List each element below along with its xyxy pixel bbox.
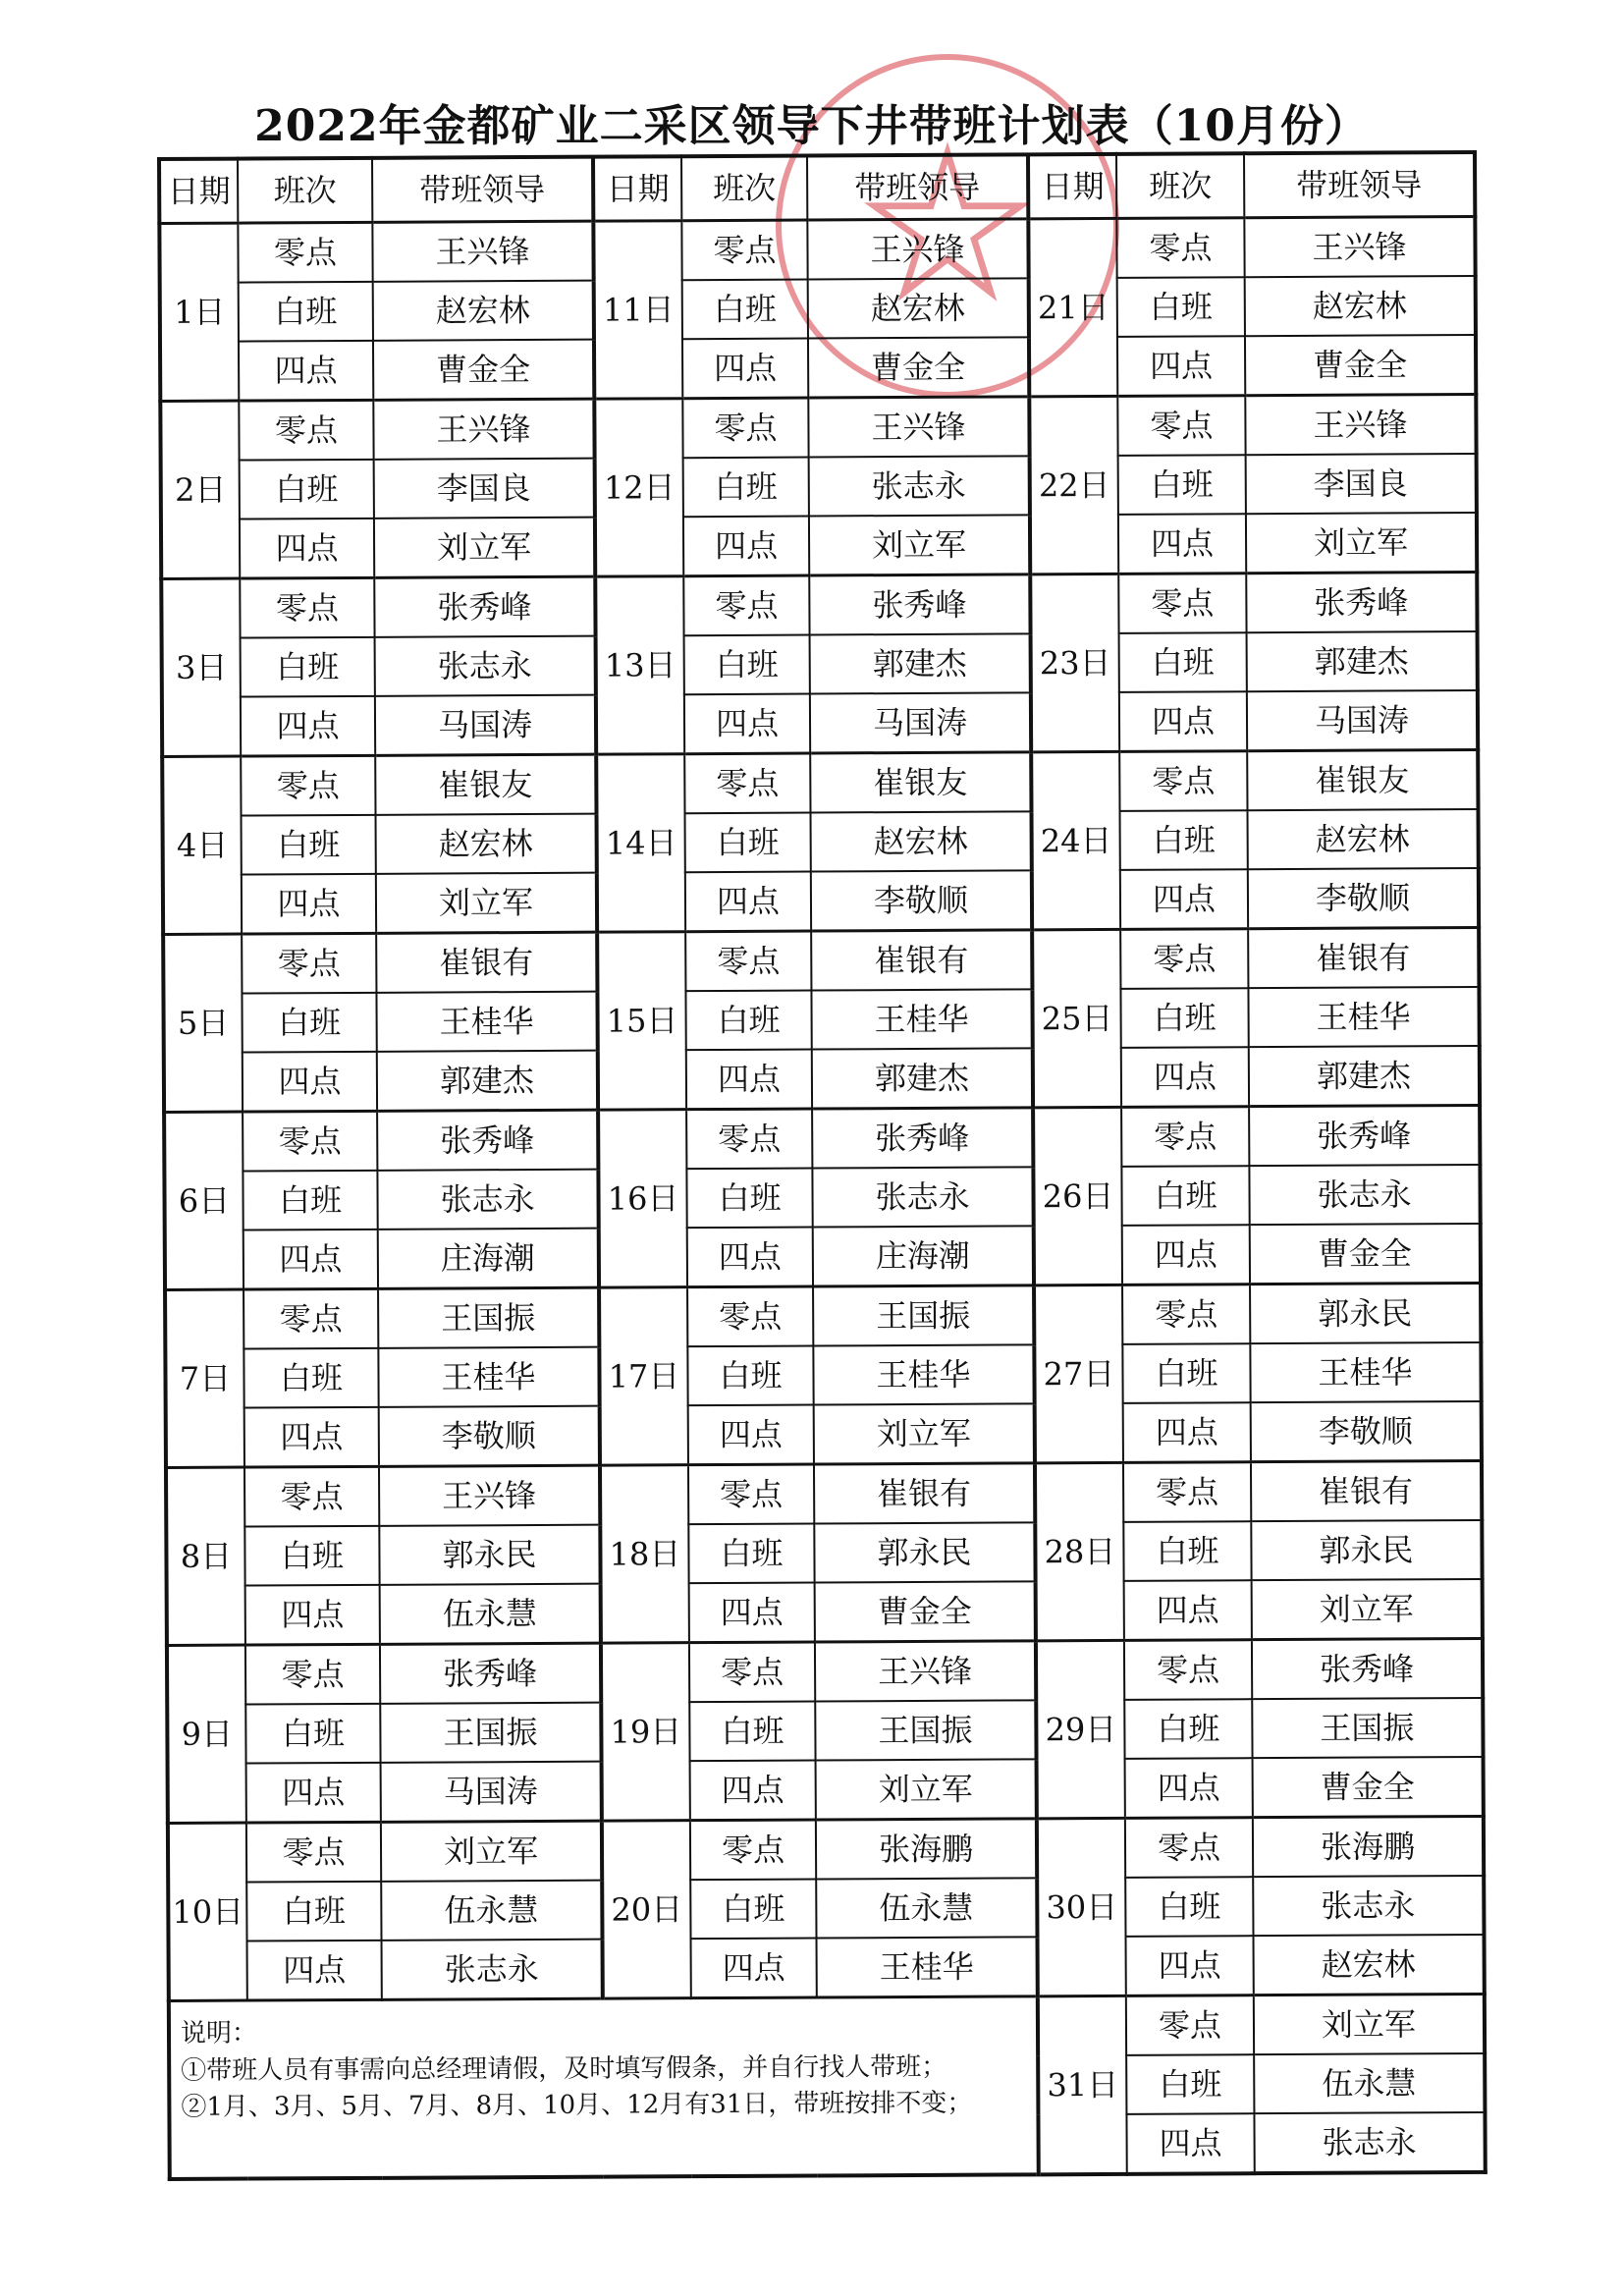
leader-cell: 伍永慧 [1254,2053,1485,2113]
shift-row-evening [165,1224,1481,1290]
leader-cell: 崔银有 [1248,927,1479,988]
leader-cell: 刘立军 [381,1821,602,1882]
header-leader: 带班领导 [372,157,593,223]
date-cell: 2日 [160,401,240,578]
date-cell: 28日 [1035,1462,1124,1640]
header-leader: 带班领导 [1244,152,1475,218]
leader-cell: 郭建杰 [1249,1046,1480,1107]
date-cell: 27日 [1034,1285,1123,1462]
shift-row-night [167,1638,1483,1705]
leader-cell: 王国振 [380,1703,601,1763]
leader-cell: 崔银友 [375,754,596,815]
shift-row-day [160,276,1476,342]
leader-cell: 伍永慧 [816,1878,1037,1938]
date-cell: 18日 [600,1465,689,1643]
leader-cell: 张志永 [375,636,596,696]
leader-cell: 王桂华 [378,1347,599,1407]
shift-cell: 四点 [241,696,375,756]
shift-cell: 四点 [244,1407,379,1467]
shift-row-night [161,572,1477,638]
date-cell: 4日 [162,756,242,934]
shift-cell: 零点 [686,1109,812,1169]
leader-cell: 张秀峰 [1252,1638,1483,1699]
shift-cell: 四点 [1118,514,1246,574]
leader-cell: 张秀峰 [812,1108,1033,1169]
shift-cell: 四点 [240,519,374,578]
leader-cell: 崔银友 [1247,749,1478,810]
shift-cell: 四点 [685,872,811,932]
shift-cell: 白班 [1124,1699,1252,1759]
shift-cell: 白班 [244,1526,379,1586]
shift-cell: 四点 [1117,336,1245,396]
shift-cell: 零点 [241,755,375,815]
duty-schedule-table [157,150,1488,2181]
shift-cell: 零点 [682,398,808,458]
leader-cell: 王兴锋 [379,1465,600,1526]
shift-cell: 零点 [1125,1818,1253,1878]
header-leader: 带班领导 [807,154,1028,220]
shift-cell: 白班 [685,991,811,1051]
shift-cell: 四点 [1126,2113,1254,2174]
header-shift: 班次 [238,158,372,223]
shift-row-night [159,216,1475,283]
leader-cell: 曹金全 [815,1581,1036,1642]
leader-cell: 王兴锋 [373,399,594,460]
shift-row-night [168,1816,1484,1883]
date-cell: 9日 [167,1645,246,1823]
shift-cell: 零点 [242,933,376,993]
shift-cell: 零点 [245,1644,380,1704]
leader-cell: 崔银有 [1251,1460,1482,1521]
shift-cell: 白班 [1122,1343,1250,1403]
leader-cell: 王兴锋 [815,1641,1036,1702]
leader-cell: 曹金全 [1245,335,1476,396]
shift-cell: 白班 [689,1702,815,1762]
leader-cell: 郭永民 [814,1522,1035,1582]
leader-cell: 王国振 [815,1700,1036,1760]
shift-cell: 白班 [1117,277,1245,337]
shift-cell: 四点 [684,694,810,754]
leader-cell: 张志永 [809,456,1030,516]
date-cell: 31日 [1038,1995,1127,2174]
date-cell: 6日 [164,1112,243,1289]
shift-cell: 白班 [1118,455,1246,515]
leader-cell: 张秀峰 [377,1110,598,1171]
date-cell: 11日 [593,221,682,399]
date-cell: 24日 [1031,751,1120,929]
shift-row-day [162,631,1478,697]
leader-cell: 王桂华 [817,1937,1038,1997]
shift-row-day [163,987,1479,1053]
notes-heading: 说明： [180,2018,258,2049]
shift-row-evening [163,868,1479,935]
date-cell: 19日 [601,1643,690,1821]
leader-cell: 马国涛 [375,695,596,756]
shift-cell: 零点 [1119,751,1247,811]
leader-cell: 刘立军 [376,873,597,934]
shift-cell: 四点 [1125,1758,1253,1818]
leader-cell: 李国良 [374,459,595,519]
leader-cell: 刘立军 [1254,1994,1485,2054]
shift-row-day [167,1698,1483,1764]
shift-row-day [165,1342,1481,1408]
shift-cell: 零点 [1117,396,1245,456]
date-cell: 21日 [1028,218,1117,396]
leader-cell: 曹金全 [1253,1757,1484,1818]
schedule-body [159,216,1485,2178]
leader-cell: 李敬顺 [1248,868,1479,929]
leader-cell: 伍永慧 [380,1584,601,1645]
leader-cell: 刘立军 [1252,1579,1483,1640]
date-cell: 13日 [595,576,684,754]
header-date: 日期 [1028,154,1116,219]
page-title: 2022年金都矿业二采区领导下井带班计划表（10月份） [254,101,1369,151]
date-cell: 26日 [1033,1107,1122,1285]
leader-cell: 崔银有 [814,1463,1035,1524]
shift-cell: 零点 [1123,1462,1251,1522]
date-cell: 20日 [602,1821,691,1998]
shift-cell: 白班 [240,460,374,519]
leader-cell: 赵宏林 [373,281,594,341]
leader-cell: 马国涛 [1247,690,1478,751]
leader-cell: 郭建杰 [812,1048,1033,1109]
shift-cell: 零点 [244,1466,379,1526]
shift-cell: 白班 [243,1171,377,1230]
shift-cell: 零点 [1122,1285,1250,1344]
leader-cell: 王桂华 [376,992,597,1052]
shift-cell: 四点 [682,339,808,399]
leader-cell: 李敬顺 [811,870,1032,931]
leader-cell: 李国良 [1246,454,1477,514]
shift-cell: 四点 [1122,1225,1250,1285]
shift-cell: 白班 [246,1882,381,1941]
shift-cell: 零点 [688,1464,814,1524]
leader-cell: 王兴锋 [1245,394,1476,455]
leader-cell: 张志永 [1249,1165,1480,1225]
leader-cell: 郭建杰 [377,1051,598,1112]
date-cell: 14日 [596,754,685,932]
shift-cell: 零点 [690,1820,816,1880]
shift-cell: 零点 [1124,1640,1252,1700]
shift-row-evening [166,1401,1482,1468]
shift-cell: 白班 [1120,810,1248,870]
leader-cell: 崔银友 [810,752,1031,813]
leader-cell: 郭建杰 [810,633,1031,693]
shift-row-day [161,454,1477,519]
shift-cell: 零点 [240,577,374,637]
leader-cell: 张秀峰 [374,576,595,637]
leader-cell: 刘立军 [809,515,1030,575]
shift-cell: 四点 [1126,1936,1254,1995]
shift-row-evening [169,1935,1485,2001]
shift-row-evening [164,1046,1480,1113]
shift-cell: 零点 [246,1822,381,1882]
shift-cell: 四点 [688,1405,814,1465]
shift-cell: 零点 [689,1642,815,1702]
shift-cell: 四点 [239,341,373,401]
date-cell: 8日 [166,1467,245,1645]
date-cell: 15日 [597,932,686,1110]
shift-cell: 白班 [1125,1877,1253,1937]
date-cell: 17日 [599,1287,688,1465]
shift-row-evening [168,1757,1484,1824]
date-cell: 3日 [161,578,241,756]
leader-cell: 张志永 [1253,1876,1484,1936]
shift-cell: 四点 [686,1050,812,1110]
shift-cell: 四点 [242,874,376,934]
shift-cell: 零点 [685,931,811,991]
shift-cell: 白班 [683,458,809,518]
shift-cell: 四点 [247,1941,382,2000]
leader-cell: 庄海潮 [813,1226,1034,1286]
leader-cell: 张秀峰 [380,1643,601,1704]
leader-cell: 马国涛 [381,1762,602,1823]
shift-cell: 四点 [1123,1402,1251,1462]
shift-cell: 零点 [1120,929,1248,989]
date-cell: 29日 [1036,1640,1125,1818]
shift-cell: 零点 [243,1111,377,1171]
shift-cell: 零点 [239,400,373,460]
shift-row-night [169,1994,1485,2060]
leader-cell: 张海鹏 [1253,1816,1484,1877]
shift-cell: 白班 [1119,632,1247,692]
date-cell: 7日 [165,1289,244,1467]
shift-cell: 零点 [1121,1107,1249,1167]
shift-cell: 白班 [688,1524,814,1584]
shift-cell: 四点 [1119,691,1247,751]
leader-cell: 张海鹏 [816,1819,1037,1880]
notes-line-1: ①带班人员有事需向总经理请假，及时填写假条，并自行找人带班； [181,2051,947,2086]
notes-cell [169,1996,1039,2179]
leader-cell: 王桂华 [811,989,1032,1049]
shift-cell: 四点 [243,1230,378,1289]
shift-cell: 零点 [687,1286,813,1346]
leader-cell: 郭建杰 [1247,631,1478,691]
shift-cell: 零点 [1126,1995,1254,2055]
shift-cell: 四点 [246,1763,381,1823]
shift-row-day [163,809,1479,875]
shift-cell: 四点 [683,517,809,576]
leader-cell: 崔银有 [811,930,1032,991]
leader-cell: 王兴锋 [807,219,1028,280]
shift-row-night [160,394,1476,461]
leader-cell: 张秀峰 [809,574,1030,635]
date-cell: 25日 [1032,929,1121,1107]
shift-cell: 四点 [245,1585,380,1645]
shift-row-night [163,927,1479,994]
leader-cell: 马国涛 [810,692,1031,753]
shift-cell: 四点 [1120,869,1248,929]
shift-cell: 白班 [684,635,810,695]
leader-cell: 庄海潮 [378,1229,599,1289]
shift-cell: 白班 [239,282,373,342]
leader-cell: 刘立军 [374,518,595,578]
shift-cell: 四点 [243,1052,377,1112]
shift-row-evening [161,513,1477,579]
leader-cell: 曹金全 [373,340,594,401]
shift-cell: 四点 [1121,1047,1249,1107]
shift-row-night [165,1283,1481,1349]
shift-row-day [164,1165,1480,1230]
shift-cell: 四点 [690,1761,816,1821]
leader-cell: 赵宏林 [1253,1935,1484,1995]
shift-cell: 白班 [1126,2054,1254,2114]
date-cell: 30日 [1037,1818,1126,1995]
leader-cell: 赵宏林 [808,278,1029,338]
leader-cell: 赵宏林 [1245,276,1476,336]
shift-cell: 白班 [245,1704,380,1764]
header-date: 日期 [159,159,238,224]
leader-cell: 刘立军 [814,1403,1035,1464]
shift-cell: 零点 [238,222,372,282]
leader-cell: 王桂华 [813,1344,1034,1404]
header-shift: 班次 [681,156,807,221]
shift-cell: 白班 [690,1880,816,1940]
shift-cell: 白班 [241,637,375,697]
leader-cell: 曹金全 [1250,1224,1481,1285]
shift-row-evening [160,335,1476,402]
shift-cell: 白班 [686,1169,812,1229]
leader-cell: 张志永 [812,1167,1033,1227]
leader-cell: 张秀峰 [1246,572,1477,632]
shift-row-evening [167,1579,1483,1646]
shift-cell: 四点 [1124,1580,1252,1640]
leader-cell: 曹金全 [808,337,1029,398]
shift-row-day [166,1520,1482,1586]
leader-cell: 王国振 [1252,1698,1483,1758]
leader-cell: 张秀峰 [1249,1105,1480,1166]
leader-cell: 郭永民 [1250,1283,1481,1343]
leader-cell: 王国振 [378,1287,599,1348]
shift-cell: 零点 [1118,574,1246,633]
leader-cell: 张志永 [377,1170,598,1230]
date-cell: 5日 [163,934,243,1112]
leader-cell: 赵宏林 [1247,809,1478,869]
leader-cell: 郭永民 [379,1525,600,1585]
shift-cell: 白班 [242,993,376,1053]
leader-cell: 王桂华 [1248,987,1479,1047]
date-cell: 16日 [598,1110,687,1287]
leader-cell: 王兴锋 [372,221,593,282]
leader-cell: 王兴锋 [1244,216,1475,277]
leader-cell: 李敬顺 [379,1406,600,1467]
shift-cell: 四点 [689,1583,815,1643]
leader-cell: 刘立军 [1246,513,1477,574]
shift-row-night [162,749,1478,816]
leader-cell: 王桂华 [1250,1342,1481,1402]
header-row [159,152,1475,224]
leader-cell: 王兴锋 [808,397,1029,458]
shift-row-day [168,1876,1484,1941]
shift-cell: 零点 [684,753,810,813]
header-date: 日期 [593,156,681,221]
date-cell: 12日 [594,399,683,576]
leader-cell: 赵宏林 [376,814,597,874]
leader-cell: 张志永 [1254,2112,1485,2173]
leader-cell: 王国振 [813,1285,1034,1346]
shift-cell: 白班 [1121,1166,1249,1226]
notes-line-2: ②1月、3月、5月、7月、8月、10月、12月有31日，带班按排不变； [181,2089,973,2123]
shift-row-evening [162,690,1478,757]
shift-row-night [164,1105,1480,1172]
shift-cell: 白班 [682,280,808,340]
leader-cell: 刘立军 [816,1759,1037,1820]
shift-cell: 零点 [1116,218,1244,278]
shift-cell: 白班 [242,815,376,875]
shift-cell: 四点 [691,1939,817,1998]
leader-cell: 郭永民 [1251,1520,1482,1580]
shift-cell: 零点 [683,575,809,635]
date-cell: 23日 [1030,574,1119,751]
leader-cell: 张志永 [382,1940,603,2000]
shift-cell: 零点 [243,1288,378,1348]
shift-cell: 白班 [687,1346,813,1406]
shift-cell: 零点 [681,220,807,280]
shift-cell: 白班 [685,813,811,873]
leader-cell: 崔银有 [376,932,597,993]
leader-cell: 伍永慧 [381,1881,602,1941]
date-cell: 22日 [1029,396,1118,574]
header-shift: 班次 [1116,153,1244,218]
shift-cell: 白班 [1120,988,1248,1048]
shift-cell: 白班 [1123,1521,1251,1581]
leader-cell: 李敬顺 [1251,1401,1482,1462]
leader-cell: 赵宏林 [811,811,1032,871]
shift-cell: 白班 [243,1348,378,1408]
shift-row-night [166,1460,1482,1527]
date-cell: 10日 [168,1823,247,2000]
date-cell: 1日 [159,223,239,401]
shift-cell: 四点 [687,1228,813,1287]
